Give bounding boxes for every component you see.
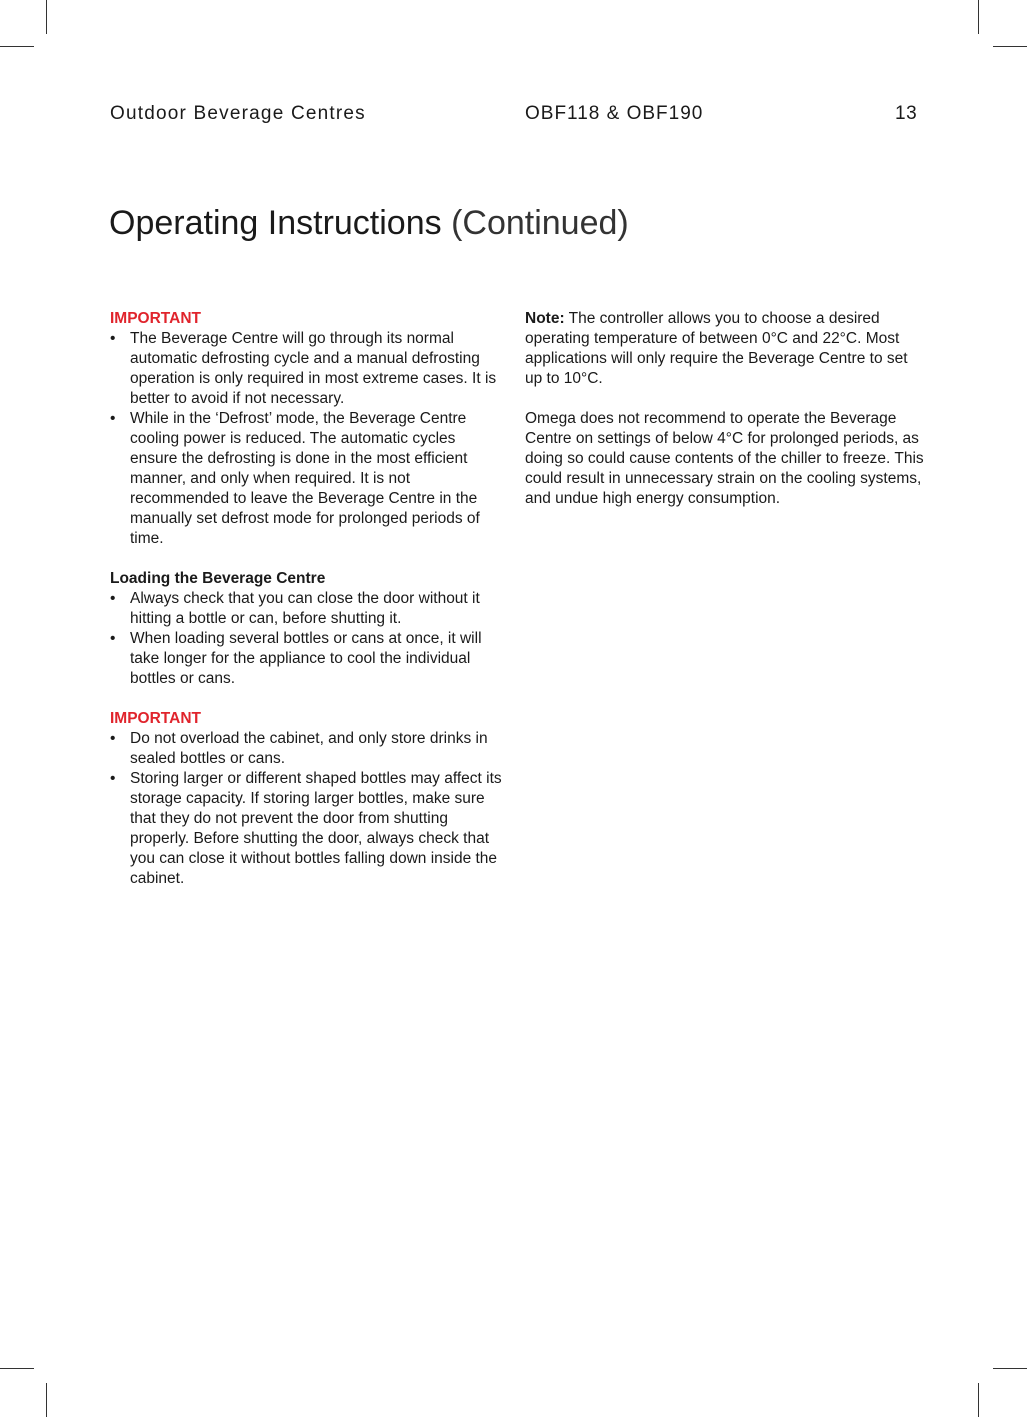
page-title-main: Operating Instructions [109, 204, 442, 242]
important-heading: IMPORTANT [110, 710, 201, 727]
bullet-icon: • [110, 630, 116, 647]
crop-mark [993, 46, 1027, 47]
list-item-text: Do not overload the cabinet, and only store drinks in sealed bottles or cans. [130, 730, 488, 767]
page-number: 13 [895, 103, 918, 124]
running-header-model: OBF118 & OBF190 [525, 103, 704, 124]
crop-mark [978, 1383, 979, 1417]
list-item [110, 589, 505, 629]
page-title-sub: (Continued) [451, 204, 629, 242]
list-item [110, 409, 505, 549]
list-item-text: When loading several bottles or cans at once, it will take longer for the appliance to cool the individual bottles or cans. [130, 630, 482, 687]
list-item [110, 729, 505, 769]
spacer [525, 389, 925, 409]
crop-mark [46, 0, 47, 34]
note-label: Note: [525, 310, 565, 327]
right-column [525, 309, 925, 509]
important-list [110, 329, 505, 549]
bullet-icon: • [110, 330, 116, 347]
warning-paragraph: Omega does not recommend to operate the Beverage Centre on settings of below 4°C for prolonged periods, as doing so could cause contents of the chiller to freeze. This could result in unnecessary strain on the cooling systems, and undue high energy consumption. [525, 410, 924, 507]
spacer [110, 549, 505, 569]
bullet-icon: • [110, 410, 116, 427]
crop-mark [993, 1368, 1027, 1369]
loading-list [110, 589, 505, 689]
left-column [110, 309, 505, 889]
bullet-icon: • [110, 770, 116, 787]
running-header-title: Outdoor Beverage Centres [110, 103, 366, 124]
crop-mark [0, 46, 34, 47]
list-item [110, 629, 505, 689]
crop-mark [46, 1383, 47, 1417]
page-title [109, 204, 629, 243]
loading-heading: Loading the Beverage Centre [110, 570, 326, 587]
list-item [110, 329, 505, 409]
important-list [110, 729, 505, 889]
crop-mark [0, 1368, 34, 1369]
list-item-text: Always check that you can close the door without it hitting a bottle or can, before shutting it. [130, 590, 480, 627]
crop-mark [978, 0, 979, 34]
important-heading: IMPORTANT [110, 310, 201, 327]
bullet-icon: • [110, 730, 116, 747]
list-item [110, 769, 505, 889]
note-text: The controller allows you to choose a desired operating temperature of between 0°C and 22°C. Most applications will only require the Beverage Centre to set up to 10°C. [525, 310, 908, 387]
note-paragraph [525, 309, 925, 389]
spacer [110, 689, 505, 709]
list-item-text: Storing larger or different shaped bottles may affect its storage capacity. If storing larger bottles, make sure that they do not prevent the door from shutting properly. Before shutting the door, always check that you can close it without bottles falling down inside the cabinet. [130, 770, 502, 887]
list-item-text: While in the ‘Defrost’ mode, the Beverage Centre cooling power is reduced. The automatic cycles ensure the defrosting is done in the most efficient manner, and only when required. It is not recommended to leave the Beverage Centre in the manually set defrost mode for prolonged periods of time. [130, 410, 480, 547]
list-item-text: The Beverage Centre will go through its normal automatic defrosting cycle and a manual defrosting operation is only required in most extreme cases. It is better to avoid if not necessary. [130, 330, 497, 407]
bullet-icon: • [110, 590, 116, 607]
